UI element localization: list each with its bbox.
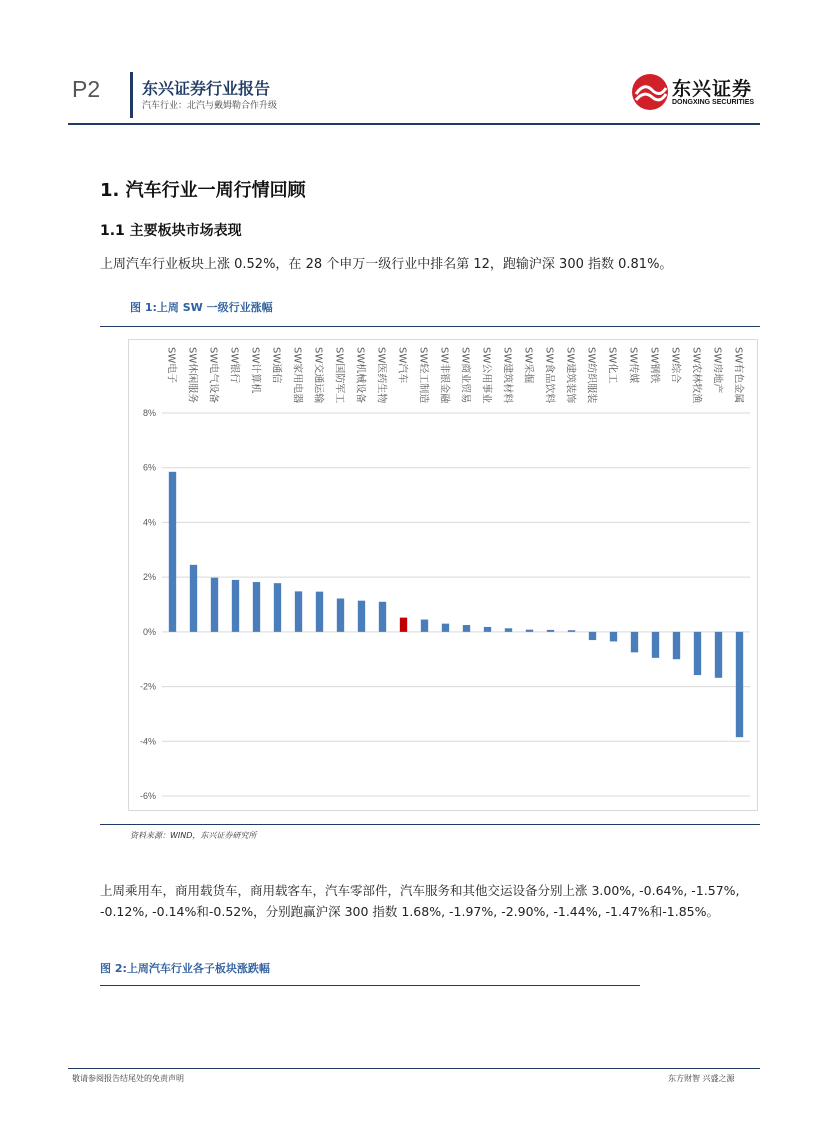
bar <box>232 580 239 632</box>
section-heading: 1. 汽车行业一周行情回顾 <box>100 180 306 201</box>
header-divider <box>130 72 133 118</box>
bar <box>547 630 554 632</box>
bar <box>169 472 176 632</box>
bar <box>526 630 533 632</box>
figure2-title: 图 2:上周汽车行业各子板块涨跌幅 <box>100 962 270 975</box>
bar <box>442 624 449 632</box>
x-category-label: SW非银金融 <box>438 347 450 404</box>
paragraph-market-summary: 上周汽车行业板块上涨 0.52%，在 28 个申万一级行业中排名第 12，跑输沪深 300 指数 0.81%。 <box>100 257 673 272</box>
industry-return-chart <box>128 339 758 811</box>
bar <box>652 632 659 658</box>
footer-rule <box>68 1068 760 1069</box>
bar <box>400 618 407 632</box>
figure1-bottom-rule <box>100 824 760 825</box>
x-category-label: SW综合 <box>669 347 681 384</box>
x-category-label: SW传媒 <box>627 347 639 384</box>
bar <box>379 602 386 632</box>
figure1-source: 资料来源：WIND，东兴证券研究所 <box>130 831 257 840</box>
x-category-label: SW建筑材料 <box>501 347 513 404</box>
logo-text-en: DONGXING SECURITIES <box>672 99 755 106</box>
x-category-label: SW采掘 <box>522 347 534 384</box>
figure1-title: 图 1:上周 SW 一级行业涨幅 <box>130 301 273 314</box>
bar <box>316 592 323 632</box>
bar <box>421 620 428 632</box>
bar <box>631 632 638 653</box>
figure2-top-rule <box>100 985 640 986</box>
x-category-label: SW建筑装饰 <box>564 347 576 404</box>
x-category-label: SW农林牧渔 <box>690 347 702 404</box>
footer-slogan: 东方财智 兴盛之源 <box>668 1074 735 1083</box>
bar <box>736 632 743 737</box>
company-logo-icon <box>630 72 670 112</box>
bar <box>274 583 281 632</box>
bar <box>295 591 302 631</box>
report-title: 东兴证券行业报告 <box>142 79 271 98</box>
y-tick-label: 4% <box>142 517 156 528</box>
x-category-label: SW纺织服装 <box>585 347 597 404</box>
x-category-label: SW化工 <box>606 347 618 384</box>
bar <box>190 565 197 632</box>
header-rule <box>68 123 760 125</box>
bar <box>589 632 596 640</box>
bar <box>610 632 617 642</box>
x-category-label: SW家用电器 <box>291 347 303 404</box>
x-category-label: SW计算机 <box>249 347 261 394</box>
y-tick-label: -2% <box>139 681 156 692</box>
x-category-label: SW钢铁 <box>648 347 660 384</box>
bar <box>484 627 491 632</box>
bar <box>337 598 344 631</box>
subsection-heading: 1.1 主要板块市场表现 <box>100 223 242 239</box>
bar <box>715 632 722 678</box>
x-category-label: SW房地产 <box>711 347 723 394</box>
logo-text-cn: 东兴证券 <box>672 78 753 100</box>
x-category-label: SW银行 <box>228 347 240 384</box>
y-tick-label: 0% <box>142 626 156 637</box>
y-tick-label: -4% <box>139 736 156 747</box>
x-category-label: SW电气设备 <box>207 347 219 404</box>
x-category-label: SW商业贸易 <box>459 347 471 404</box>
figure1-top-rule <box>100 326 760 327</box>
paragraph-subsector-summary: 上周乘用车，商用载货车，商用载客车，汽车零部件，汽车服务和其他交运设备分别上涨 3.00%, -0.64%, -1.57%, -0.12%, -0.14%和-0.52%，分别跑赢沪深 300 指数 1.68%, -1.97%, -2.90%, -1.44%, -1.47%和-1.85%。 <box>100 883 740 919</box>
x-category-label: SW交通运输 <box>312 347 324 404</box>
bar <box>505 628 512 632</box>
x-category-label: SW食品饮料 <box>543 347 555 404</box>
page-number: P2 <box>72 76 101 102</box>
x-category-label: SW医药生物 <box>375 347 387 404</box>
bar <box>673 632 680 659</box>
bar <box>694 632 701 675</box>
bar <box>211 578 218 632</box>
y-tick-label: 2% <box>142 572 156 583</box>
report-subtitle: 汽车行业：北汽与戴姆勒合作升级 <box>142 101 278 111</box>
y-tick-label: -6% <box>139 791 156 801</box>
x-category-label: SW电子 <box>165 347 177 384</box>
x-category-label: SW机械设备 <box>354 347 366 404</box>
bar <box>568 630 575 632</box>
x-category-label: SW国防军工 <box>333 347 345 404</box>
y-tick-label: 6% <box>142 462 156 473</box>
x-category-label: SW通信 <box>270 347 282 384</box>
x-category-label: SW汽车 <box>396 347 408 384</box>
bar <box>463 625 470 632</box>
x-category-label: SW轻工制造 <box>417 347 429 404</box>
bar <box>253 582 260 632</box>
x-category-label: SW休闲服务 <box>186 347 198 404</box>
y-tick-label: 8% <box>142 408 156 418</box>
x-category-label: SW有色金属 <box>732 347 744 404</box>
bar <box>358 601 365 632</box>
footer-disclaimer: 敬请参阅报告结尾处的免责声明 <box>72 1074 184 1083</box>
x-category-label: SW公用事业 <box>480 347 492 404</box>
